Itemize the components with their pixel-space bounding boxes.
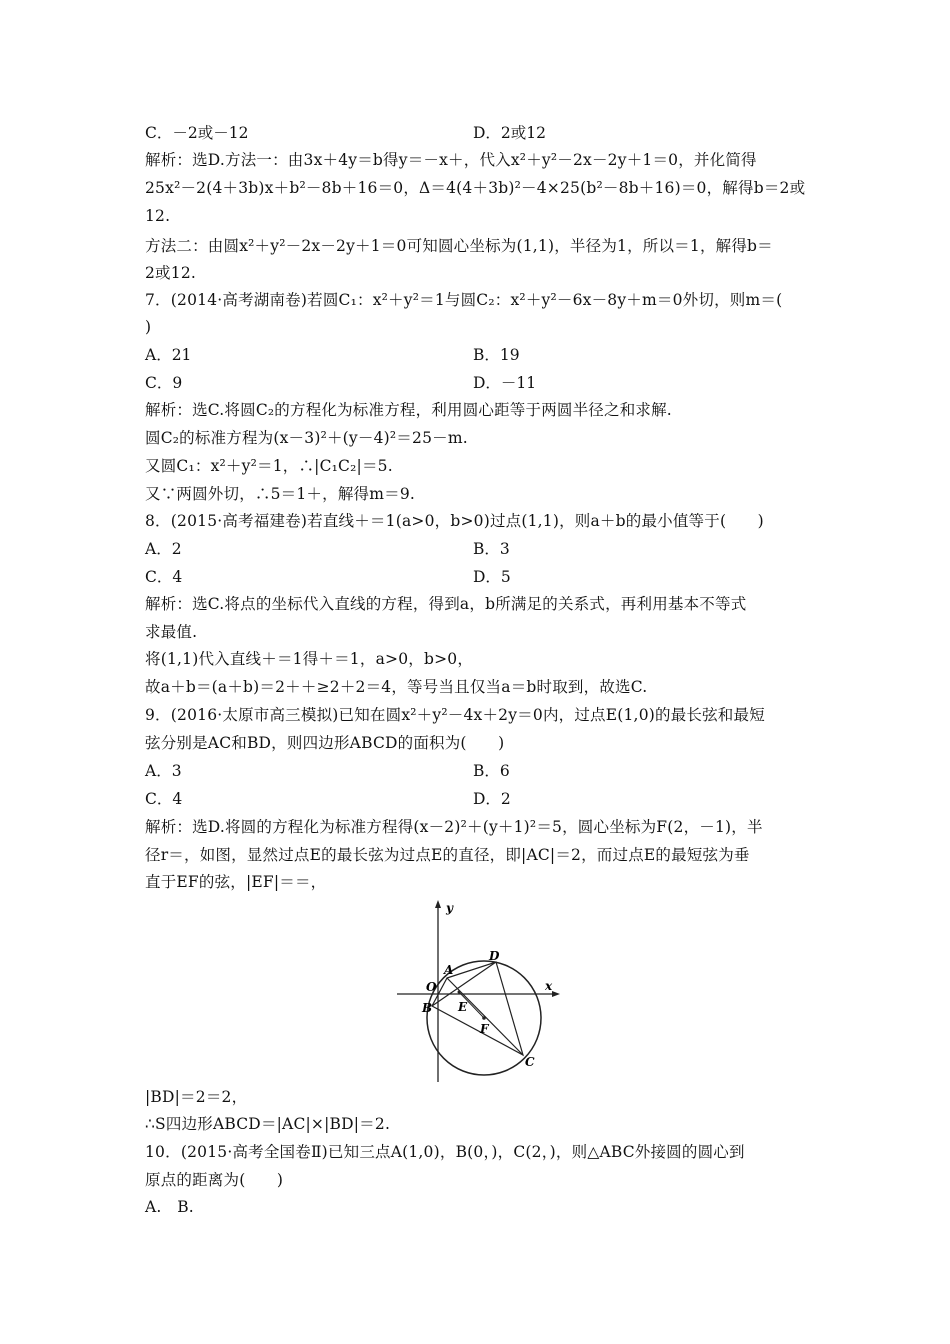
x-axis-arrow <box>552 991 560 997</box>
option-b: B．3 <box>473 540 510 558</box>
option-c: C．－2或－12 <box>145 124 249 142</box>
solution-line: 25x²－2(4＋3b)x＋b²－8b＋16＝0，Δ＝4(4＋3b)²－4×25(b²－8b＋16)＝0，解得b＝2或 <box>145 179 806 197</box>
option-d: D．5 <box>473 568 511 586</box>
label-d: D <box>489 949 500 963</box>
option-d: D．－11 <box>473 374 537 392</box>
label-f: F <box>480 1022 489 1036</box>
options-ab: A. B. <box>145 1198 194 1216</box>
question-10-stem: 10．(2015·高考全国卷Ⅱ)已知三点A(1,0)，B(0，)，C(2，)，则△ABC外接圆的圆心到 <box>145 1143 745 1161</box>
question-7-stem: 7．(2014·高考湖南卷)若圆C₁：x²＋y²＝1与圆C₂：x²＋y²－6x－8y＋m＝0外切，则m＝( <box>145 291 783 309</box>
question-9-stem: 9．(2016·太原市高三模拟)已知在圆x²＋y²－4x＋2y＝0内，过点E(1,0)的最长弦和最短 <box>145 706 765 724</box>
question-8-stem: 8．(2015·高考福建卷)若直线＋＝1(a>0，b>0)过点(1,1)，则a＋b的最小值等于( ) <box>145 512 764 530</box>
y-axis-arrow <box>435 900 441 908</box>
label-y: y <box>446 901 453 915</box>
point-f <box>482 1016 486 1020</box>
solution-line: 解析：选C.将点的坐标代入直线的方程，得到a，b所满足的关系式，再利用基本不等式 <box>145 595 747 613</box>
solution-line: 直于EF的弦，|EF|＝＝， <box>145 873 327 891</box>
label-b: B <box>422 1001 433 1015</box>
option-a: A．21 <box>145 346 192 364</box>
solution-line: |BD|＝2＝2， <box>145 1088 248 1106</box>
solution-line: 解析：选C.将圆C₂的方程化为标准方程，利用圆心距等于两圆半径之和求解. <box>145 401 672 419</box>
solution-line: 12. <box>145 207 171 225</box>
question-10-stem: 原点的距离为( ) <box>145 1171 284 1189</box>
question-9-stem: 弦分别是AC和BD，则四边形ABCD的面积为( ) <box>145 734 505 752</box>
option-c: C．4 <box>145 568 183 586</box>
option-c: C．4 <box>145 790 183 808</box>
solution-line: 2或12. <box>145 264 197 282</box>
solution-line: 方法二：由圆x²＋y²－2x－2y＋1＝0可知圆心坐标为(1,1)，半径为1，所以＝1，解得b＝ <box>145 237 773 255</box>
option-c: C．9 <box>145 374 183 392</box>
label-a: A <box>444 963 454 977</box>
point-e <box>458 991 461 994</box>
solution-line: 解析：选D.方法一：由3x＋4y＝b得y＝－x＋，代入x²＋y²－2x－2y＋1＝0，并化简得 <box>145 151 757 169</box>
solution-line: 求最值. <box>145 623 198 641</box>
option-a: A．3 <box>145 762 182 780</box>
label-e: E <box>458 1000 468 1014</box>
solution-line: 又圆C₁：x²＋y²＝1，∴|C₁C₂|＝5. <box>145 457 393 475</box>
option-b: B．6 <box>473 762 510 780</box>
question-7-stem: ) <box>145 318 152 336</box>
solution-line: 又∵两圆外切，∴5＝1＋，解得m＝9. <box>145 485 416 503</box>
label-o: O <box>426 980 437 994</box>
solution-line: ∴S四边形ABCD＝|AC|×|BD|＝2. <box>145 1115 391 1133</box>
circle-diagram <box>395 900 560 1082</box>
option-a: A．2 <box>145 540 182 558</box>
option-d: D．2或12 <box>473 124 547 142</box>
option-d: D．2 <box>473 790 511 808</box>
solution-line: 故a＋b＝(a＋b)＝2＋＋≥2＋2＝4，等号当且仅当a＝b时取到，故选C. <box>145 678 648 696</box>
option-b: B．19 <box>473 346 520 364</box>
label-x: x <box>545 979 553 993</box>
solution-line: 圆C₂的标准方程为(x－3)²＋(y－4)²＝25－m. <box>145 429 468 447</box>
solution-line: 径r＝，如图，显然过点E的最长弦为过点E的直径，即|AC|＝2，而过点E的最短弦为垂 <box>145 846 750 864</box>
solution-line: 解析：选D.将圆的方程化为标准方程得(x－2)²＋(y＋1)²＝5，圆心坐标为F(2，－1)，半 <box>145 818 763 836</box>
solution-line: 将(1,1)代入直线＋＝1得＋＝1，a>0，b>0， <box>145 650 474 668</box>
label-c: C <box>525 1055 535 1069</box>
